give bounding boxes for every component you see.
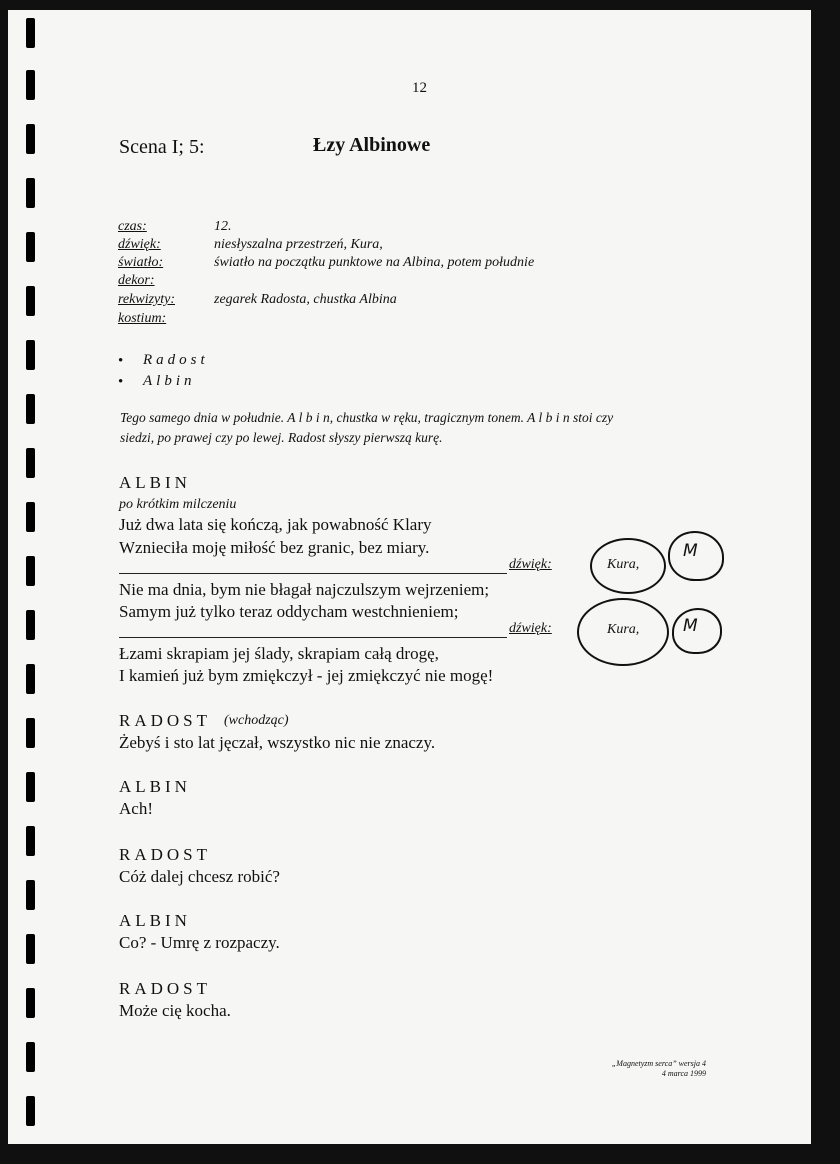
binding-hole	[26, 988, 35, 1018]
binding-hole	[26, 1096, 35, 1126]
binding-hole	[26, 232, 35, 262]
page-number: 12	[412, 80, 427, 96]
binding-hole	[26, 826, 35, 856]
stage-direction-line-2: siedzi, po prawej czy po lewej. Radost słyszy pierwszą kurę.	[120, 430, 443, 445]
binding-hole	[26, 70, 35, 100]
binding-hole	[26, 880, 35, 910]
verse-line: Łzami skrapiam jej ślady, skrapiam całą drogę,	[119, 644, 439, 663]
binding-hole	[26, 772, 35, 802]
speaker-radost: RADOST	[119, 979, 212, 998]
binding-hole	[26, 178, 35, 208]
speaker-radost: RADOST	[119, 711, 212, 730]
character-radost: Radost	[143, 352, 209, 368]
sound-cue-line	[119, 573, 507, 574]
dialogue-line: Co? - Umrę z rozpaczy.	[119, 933, 280, 952]
speaker-albin: ALBIN	[119, 777, 191, 796]
binding-hole	[26, 448, 35, 478]
scene-title: Łzy Albinowe	[313, 134, 431, 156]
character-bullet: •	[118, 353, 124, 369]
speaker-radost: RADOST	[119, 845, 212, 864]
speaker-albin: ALBIN	[119, 473, 191, 492]
rekwizyty-label: rekwizyty:	[118, 292, 176, 307]
scene-label: Scena I; 5:	[119, 136, 205, 158]
character-albin: Albin	[143, 373, 196, 389]
stage-direction-line-1: Tego samego dnia w południe. A l b i n, chustka w ręku, tragicznym tonem. A l b i n stoi czy	[120, 410, 614, 425]
czas-value: 12.	[214, 219, 232, 234]
binding-hole	[26, 664, 35, 694]
binding-hole	[26, 556, 35, 586]
binding-hole	[26, 718, 35, 748]
dzwiek-value: niesłyszalna przestrzeń, Kura,	[214, 237, 383, 252]
verse-line: Nie ma dnia, bym nie błagał najczulszym wejrzeniem;	[119, 580, 490, 599]
verse-line: Samym już tylko teraz oddycham westchnieniem;	[119, 602, 459, 621]
sound-cue-line	[119, 637, 507, 638]
speaker-direction: (wchodząc)	[224, 713, 289, 728]
binding-hole	[26, 394, 35, 424]
dialogue-line: Ach!	[119, 799, 153, 818]
annotation-kura-2: Kura,	[607, 622, 640, 637]
verse-line: I kamień już bym zmiękczył - jej zmiękczyć nie mogę!	[119, 666, 494, 685]
kostium-label: kostium:	[118, 311, 167, 326]
binding-hole	[26, 18, 35, 48]
verse-line: Już dwa lata się kończą, jak powabność Klary	[119, 515, 432, 534]
dialogue-line: Może cię kocha.	[119, 1001, 231, 1020]
character-bullet: •	[118, 374, 124, 390]
dekor-label: dekor:	[118, 273, 155, 288]
handwritten-mark: M	[683, 541, 698, 561]
czas-label: czas:	[118, 219, 147, 234]
binding-hole	[26, 340, 35, 370]
binding-hole	[26, 124, 35, 154]
binding-hole	[26, 1042, 35, 1072]
binding-hole	[26, 502, 35, 532]
binding-hole	[26, 610, 35, 640]
annotation-kura-1: Kura,	[607, 557, 640, 572]
binding-hole	[26, 286, 35, 316]
speaker-albin: ALBIN	[119, 911, 191, 930]
sound-cue-label: dźwięk:	[509, 557, 552, 572]
footer-title: „Magnetyzm serca” wersja 4	[611, 1059, 706, 1068]
swiatlo-label: światło:	[118, 255, 164, 270]
binding-hole	[26, 934, 35, 964]
verse-line: Wznieciła moję miłość bez granic, bez miary.	[119, 538, 430, 557]
rekwizyty-value: zegarek Radosta, chustka Albina	[214, 292, 397, 307]
handwritten-mark: M	[683, 616, 698, 636]
swiatlo-value: światło na początku punktowe na Albina, potem południe	[214, 255, 535, 270]
sound-cue-label: dźwięk:	[509, 621, 552, 636]
dzwiek-label: dźwięk:	[118, 237, 161, 252]
dialogue-line: Żebyś i sto lat jęczał, wszystko nic nie znaczy.	[119, 733, 436, 752]
speaker-direction: po krótkim milczeniu	[119, 497, 237, 512]
footer-date: 4 marca 1999	[661, 1069, 706, 1078]
dialogue-line: Cóż dalej chcesz robić?	[119, 867, 280, 886]
